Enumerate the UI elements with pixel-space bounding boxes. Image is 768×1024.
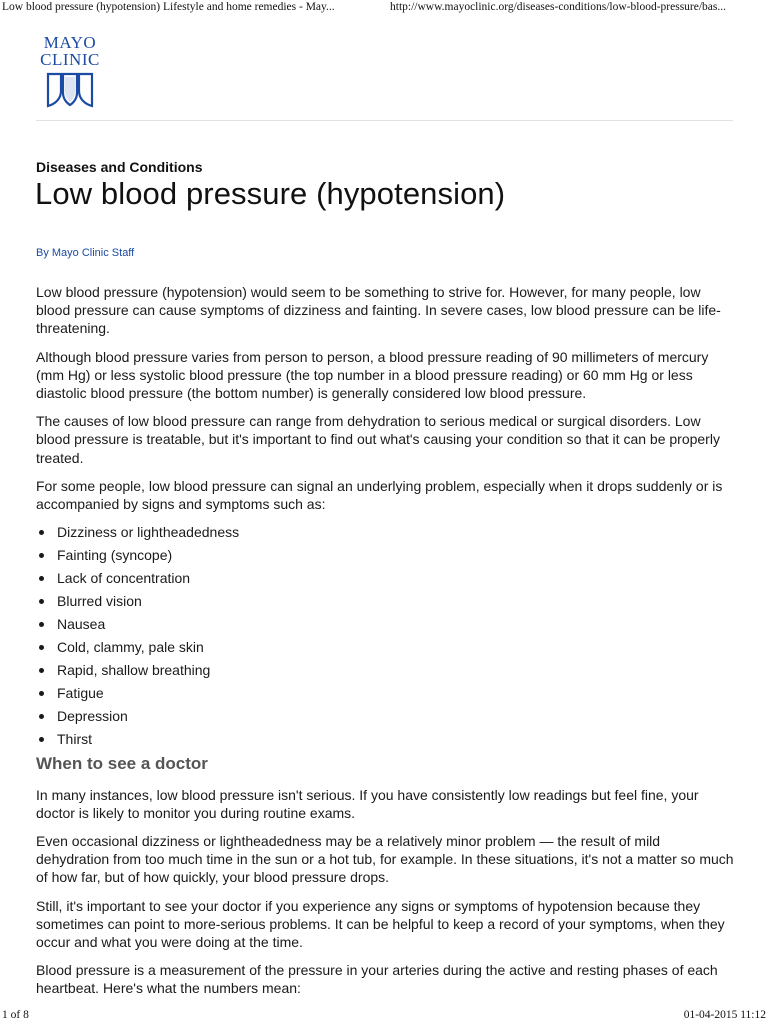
shield-logo-icon	[45, 71, 95, 109]
logo-text-line-1: MAYO	[43, 33, 97, 52]
section-label[interactable]: Diseases and Conditions	[36, 159, 203, 175]
symptom-list-item: Thirst	[36, 730, 736, 748]
logo-text-line-2: CLINIC	[40, 50, 100, 69]
doctor-paragraph: In many instances, low blood pressure isn't serious. If you have consistently low readings but feel fine, your doctor is likely to monitor you during routine exams.	[36, 786, 699, 821]
byline-link[interactable]: By Mayo Clinic Staff	[36, 247, 135, 259]
symptoms-list	[36, 523, 736, 748]
section-heading-when-to-see-doctor: When to see a doctor	[36, 754, 208, 774]
print-datetime: 01-04-2015 11:12	[683, 1009, 766, 1021]
intro-paragraph: Low blood pressure (hypotension) would seem to be something to strive for. However, for many people, low blood pressure can cause symptoms of dizziness and fainting. In severe cases, low blood pressure can be life-threatening.	[36, 284, 721, 337]
symptom-list-item: Fatigue	[36, 684, 736, 702]
article-body	[36, 283, 736, 1008]
intro-paragraph: For some people, low blood pressure can signal an underlying problem, especially when it drops suddenly or is accompanied by signs and symptoms such as:	[36, 477, 723, 513]
symptom-list-item: Fainting (syncope)	[36, 546, 736, 564]
print-header-title: Low blood pressure (hypotension) Lifestyle and home remedies - May...	[2, 1, 335, 13]
symptom-list-item: Cold, clammy, pale skin	[36, 638, 736, 656]
mayo-clinic-logo[interactable]	[36, 34, 104, 108]
print-footer	[0, 1007, 768, 1024]
intro-paragraph: The causes of low blood pressure can range from dehydration to serious medical or surgical disorders. Low blood pressure is treatable, but it's important to find out what's causing your condition so that it can be properly treated.	[36, 413, 720, 466]
symptom-list-item: Lack of concentration	[36, 569, 736, 587]
doctor-paragraph: Even occasional dizziness or lightheadedness may be a relatively minor problem — the result of mild dehydration from too much time in the sun or a hot tub, for example. In these situations, it's not a matter so much of how far, but of how quickly, your blood pressure drops.	[36, 833, 734, 886]
symptom-list-item: Blurred vision	[36, 592, 736, 610]
page-number: 1 of 8	[2, 1009, 29, 1021]
page-title: Low blood pressure (hypotension)	[35, 176, 506, 211]
print-header-url: http://www.mayoclinic.org/diseases-conditions/low-blood-pressure/bas...	[390, 1, 726, 13]
print-header	[0, 0, 768, 20]
symptom-list-item: Dizziness or lightheadedness	[36, 523, 736, 541]
intro-paragraph: Although blood pressure varies from person to person, a blood pressure reading of 90 millimeters of mercury (mm Hg) or less systolic blood pressure (the top number in a blood pressure reading) or 60 mm Hg or less diastolic blood pressure (the bottom number) is generally considered low blood pressure.	[36, 348, 709, 402]
doctor-paragraph: Blood pressure is a measurement of the pressure in your arteries during the active and resting phases of each heartbeat. Here's what the numbers mean:	[36, 962, 718, 997]
header-divider	[36, 120, 733, 121]
symptom-list-item: Depression	[36, 707, 736, 725]
symptom-list-item: Rapid, shallow breathing	[36, 661, 736, 679]
symptom-list-item: Nausea	[36, 615, 736, 633]
doctor-paragraph: Still, it's important to see your doctor if you experience any signs or symptoms of hypotension because they sometimes can point to more-serious problems. It can be helpful to keep a record of your symptoms, when they occur and what you were doing at the time.	[36, 897, 725, 951]
